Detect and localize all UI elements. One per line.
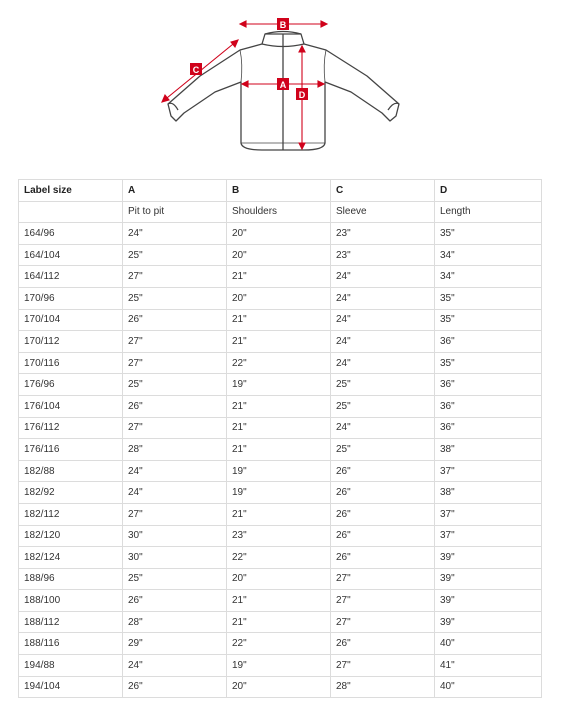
table-row <box>19 417 542 439</box>
cell-sleeve: 24" <box>331 417 435 439</box>
subheader-blank <box>19 201 123 223</box>
cell-pit-to-pit: 27" <box>123 503 227 525</box>
cell-pit-to-pit: 30" <box>123 547 227 569</box>
header-label-size: Label size <box>19 180 123 202</box>
cell-sleeve: 28" <box>331 676 435 698</box>
cell-shoulders: 22" <box>227 633 331 655</box>
cell-length: 41" <box>435 655 542 677</box>
cell-shoulders: 21" <box>227 590 331 612</box>
cell-label-size: 170/112 <box>19 331 123 353</box>
table-row <box>19 309 542 331</box>
cell-pit-to-pit: 27" <box>123 352 227 374</box>
cell-length: 37" <box>435 503 542 525</box>
cell-label-size: 194/88 <box>19 655 123 677</box>
table-row <box>19 223 542 245</box>
cell-label-size: 176/96 <box>19 374 123 396</box>
cell-sleeve: 25" <box>331 374 435 396</box>
jacket-measurement-diagram <box>0 0 565 170</box>
marker-c <box>190 63 202 75</box>
cell-pit-to-pit: 26" <box>123 676 227 698</box>
cell-label-size: 176/112 <box>19 417 123 439</box>
marker-a-label: A <box>279 80 287 90</box>
table-row <box>19 395 542 417</box>
cell-sleeve: 25" <box>331 395 435 417</box>
cell-length: 34" <box>435 244 542 266</box>
cell-pit-to-pit: 25" <box>123 244 227 266</box>
cell-shoulders: 21" <box>227 331 331 353</box>
cell-length: 36" <box>435 417 542 439</box>
cell-sleeve: 27" <box>331 568 435 590</box>
table-row <box>19 287 542 309</box>
cell-sleeve: 23" <box>331 244 435 266</box>
cell-shoulders: 21" <box>227 611 331 633</box>
cell-length: 37" <box>435 525 542 547</box>
header-b: B <box>227 180 331 202</box>
cell-length: 35" <box>435 287 542 309</box>
marker-d <box>296 88 308 100</box>
cell-label-size: 188/100 <box>19 590 123 612</box>
subheader-length: Length <box>435 201 542 223</box>
cell-length: 36" <box>435 331 542 353</box>
cell-length: 35" <box>435 223 542 245</box>
table-row <box>19 503 542 525</box>
cell-length: 39" <box>435 568 542 590</box>
cell-label-size: 164/104 <box>19 244 123 266</box>
cell-length: 36" <box>435 374 542 396</box>
cell-pit-to-pit: 30" <box>123 525 227 547</box>
cell-sleeve: 24" <box>331 352 435 374</box>
marker-b <box>277 18 289 30</box>
cell-label-size: 188/96 <box>19 568 123 590</box>
cell-pit-to-pit: 27" <box>123 266 227 288</box>
cell-label-size: 170/104 <box>19 309 123 331</box>
cell-shoulders: 20" <box>227 287 331 309</box>
jacket-outline <box>168 32 399 151</box>
cell-shoulders: 20" <box>227 223 331 245</box>
marker-b-label: B <box>279 20 287 30</box>
cell-sleeve: 23" <box>331 223 435 245</box>
cell-length: 38" <box>435 482 542 504</box>
cell-label-size: 188/112 <box>19 611 123 633</box>
cell-pit-to-pit: 24" <box>123 223 227 245</box>
cell-label-size: 170/96 <box>19 287 123 309</box>
marker-c-label: C <box>192 65 200 75</box>
table-row <box>19 655 542 677</box>
cell-label-size: 182/124 <box>19 547 123 569</box>
cell-pit-to-pit: 24" <box>123 655 227 677</box>
cell-label-size: 182/112 <box>19 503 123 525</box>
table-row <box>19 633 542 655</box>
cell-length: 35" <box>435 352 542 374</box>
cell-label-size: 194/104 <box>19 676 123 698</box>
cell-length: 37" <box>435 460 542 482</box>
cell-shoulders: 19" <box>227 482 331 504</box>
header-a: A <box>123 180 227 202</box>
cell-length: 34" <box>435 266 542 288</box>
table-row <box>19 568 542 590</box>
cell-label-size: 182/92 <box>19 482 123 504</box>
subheader-sleeve: Sleeve <box>331 201 435 223</box>
header-d: D <box>435 180 542 202</box>
table-row <box>19 525 542 547</box>
table-row <box>19 460 542 482</box>
cell-label-size: 164/112 <box>19 266 123 288</box>
cell-label-size: 182/88 <box>19 460 123 482</box>
cell-pit-to-pit: 25" <box>123 374 227 396</box>
cell-pit-to-pit: 27" <box>123 417 227 439</box>
cell-length: 39" <box>435 590 542 612</box>
cell-sleeve: 25" <box>331 439 435 461</box>
cell-pit-to-pit: 25" <box>123 568 227 590</box>
size-chart-table <box>18 179 542 698</box>
cell-label-size: 176/116 <box>19 439 123 461</box>
cell-label-size: 188/116 <box>19 633 123 655</box>
cell-sleeve: 24" <box>331 309 435 331</box>
marker-a <box>277 78 289 90</box>
cell-shoulders: 21" <box>227 417 331 439</box>
cell-length: 35" <box>435 309 542 331</box>
cell-pit-to-pit: 26" <box>123 395 227 417</box>
cell-shoulders: 20" <box>227 244 331 266</box>
cell-shoulders: 20" <box>227 676 331 698</box>
cell-shoulders: 19" <box>227 374 331 396</box>
table-row <box>19 482 542 504</box>
cell-shoulders: 21" <box>227 309 331 331</box>
table-header-row <box>19 180 542 202</box>
cell-sleeve: 26" <box>331 525 435 547</box>
table-row <box>19 676 542 698</box>
subheader-shoulders: Shoulders <box>227 201 331 223</box>
cell-sleeve: 26" <box>331 633 435 655</box>
cell-pit-to-pit: 26" <box>123 590 227 612</box>
subheader-pit-to-pit: Pit to pit <box>123 201 227 223</box>
cell-label-size: 164/96 <box>19 223 123 245</box>
cell-length: 39" <box>435 547 542 569</box>
cell-sleeve: 26" <box>331 482 435 504</box>
cell-length: 40" <box>435 633 542 655</box>
table-row <box>19 439 542 461</box>
table-row <box>19 590 542 612</box>
cell-label-size: 170/116 <box>19 352 123 374</box>
cell-shoulders: 19" <box>227 460 331 482</box>
table-row <box>19 352 542 374</box>
marker-d-label: D <box>298 90 306 100</box>
table-row <box>19 374 542 396</box>
table-row <box>19 266 542 288</box>
cell-length: 36" <box>435 395 542 417</box>
cell-shoulders: 21" <box>227 439 331 461</box>
cell-label-size: 182/120 <box>19 525 123 547</box>
cell-sleeve: 26" <box>331 547 435 569</box>
header-c: C <box>331 180 435 202</box>
cell-length: 40" <box>435 676 542 698</box>
cell-shoulders: 19" <box>227 655 331 677</box>
cell-sleeve: 24" <box>331 287 435 309</box>
cell-pit-to-pit: 29" <box>123 633 227 655</box>
table-row <box>19 547 542 569</box>
cell-pit-to-pit: 28" <box>123 611 227 633</box>
cell-shoulders: 20" <box>227 568 331 590</box>
cell-length: 38" <box>435 439 542 461</box>
cell-pit-to-pit: 27" <box>123 331 227 353</box>
table-row <box>19 244 542 266</box>
table-subheader-row <box>19 201 542 223</box>
cell-shoulders: 21" <box>227 266 331 288</box>
cell-sleeve: 26" <box>331 503 435 525</box>
table-row <box>19 331 542 353</box>
cell-sleeve: 27" <box>331 590 435 612</box>
cell-shoulders: 23" <box>227 525 331 547</box>
cell-pit-to-pit: 24" <box>123 482 227 504</box>
cell-pit-to-pit: 26" <box>123 309 227 331</box>
cell-shoulders: 22" <box>227 352 331 374</box>
cell-pit-to-pit: 25" <box>123 287 227 309</box>
cell-pit-to-pit: 28" <box>123 439 227 461</box>
cell-sleeve: 27" <box>331 655 435 677</box>
cell-sleeve: 24" <box>331 266 435 288</box>
cell-sleeve: 27" <box>331 611 435 633</box>
cell-sleeve: 26" <box>331 460 435 482</box>
cell-shoulders: 21" <box>227 503 331 525</box>
table-row <box>19 611 542 633</box>
cell-sleeve: 24" <box>331 331 435 353</box>
cell-shoulders: 22" <box>227 547 331 569</box>
cell-shoulders: 21" <box>227 395 331 417</box>
cell-pit-to-pit: 24" <box>123 460 227 482</box>
cell-label-size: 176/104 <box>19 395 123 417</box>
cell-length: 39" <box>435 611 542 633</box>
